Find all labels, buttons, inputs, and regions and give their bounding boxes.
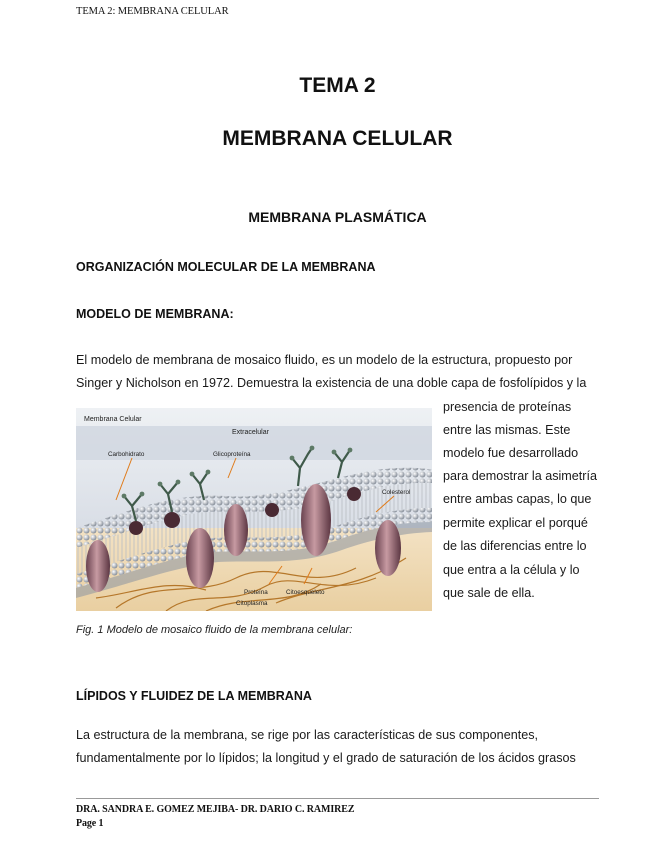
paragraph-line: La estructura de la membrana, se rige por las características de sus componentes, xyxy=(76,728,538,742)
paragraph-line: Singer y Nicholson en 1972. Demuestra la existencia de una doble capa de fosfolípidos y la xyxy=(76,376,587,390)
label-carbohidrato: Carbohidrato xyxy=(108,451,145,458)
section-title: MEMBRANA PLASMÁTICA xyxy=(248,209,427,225)
topic-title: TEMA 2 xyxy=(299,74,376,97)
heading-organizacion: ORGANIZACIÓN MOLECULAR DE LA MEMBRANA xyxy=(76,260,376,274)
page-number: Page 1 xyxy=(76,818,104,829)
wrap-line: que entra a la célula y lo xyxy=(443,563,580,577)
wrap-line: de las diferencias entre lo xyxy=(443,539,587,553)
wrap-line: entre ambas capas, lo que xyxy=(443,492,592,506)
running-header: TEMA 2: MEMBRANA CELULAR xyxy=(76,6,229,17)
footer-authors: DRA. SANDRA E. GOMEZ MEJIBA- DR. DARIO C. RAMIREZ xyxy=(76,804,355,815)
membrane-figure xyxy=(76,408,432,611)
wrap-line: presencia de proteínas xyxy=(443,400,572,414)
figure-title-label: Membrana Celular xyxy=(84,416,142,423)
label-colesterol: Colesterol xyxy=(382,489,411,496)
paragraph-line: El modelo de membrana de mosaico fluido, es un modelo de la estructura, propuesto por xyxy=(76,353,573,367)
wrap-line: entre las mismas. Este xyxy=(443,423,571,437)
paragraph-line: fundamentalmente por lo lípidos; la longitud y el grado de saturación de los ácidos grasos xyxy=(76,751,576,765)
footer-divider xyxy=(76,798,599,799)
heading-lipidos: LÍPIDOS Y FLUIDEZ DE LA MEMBRANA xyxy=(76,689,312,703)
figure-caption: Fig. 1 Modelo de mosaico fluido de la membrana celular: xyxy=(76,624,353,636)
wrap-line: para demostrar la asimetría xyxy=(443,469,597,483)
label-citoplasma: Citoplasma xyxy=(236,600,268,607)
wrap-line: modelo fue desarrollado xyxy=(443,446,579,460)
page-title: MEMBRANA CELULAR xyxy=(222,127,453,150)
label-glicoproteina: Glicoproteína xyxy=(213,451,251,458)
wrap-line: permite explicar el porqué xyxy=(443,516,588,530)
label-extracelular: Extracelular xyxy=(232,429,269,436)
heading-modelo: MODELO DE MEMBRANA: xyxy=(76,307,234,321)
wrap-line: que sale de ella. xyxy=(443,586,535,600)
label-proteina: Proteína xyxy=(244,589,268,596)
label-citoesqueleto: Citoesqueleto xyxy=(286,589,325,596)
